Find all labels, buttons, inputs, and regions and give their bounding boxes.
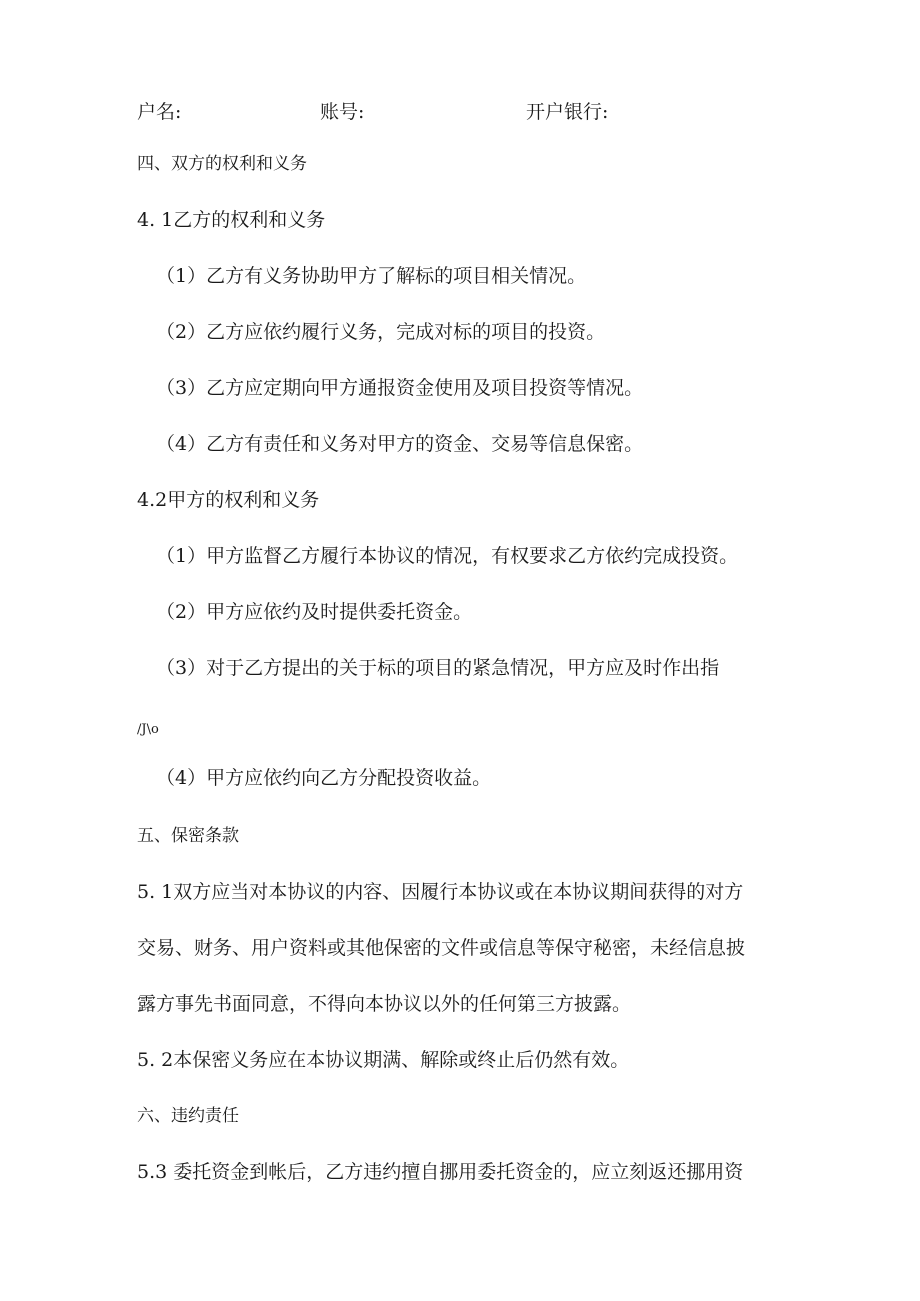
section-5-1-paragraph-line: 交易、财务、用户资料或其他保密的文件或信息等保守秘密，未经信息披 <box>137 937 746 959</box>
section-5-2-paragraph: 5. 2本保密义务应在本协议期满、解除或终止后仍然有效。 <box>137 1049 630 1071</box>
section-4-2-item: （2）甲方应依约及时提供委托资金。 <box>156 601 473 623</box>
section-4-2-heading: 4.2甲方的权利和义务 <box>137 489 320 511</box>
section-4-heading: 四、双方的权利和义务 <box>137 154 307 174</box>
section-5-3-paragraph: 5.3 委托资金到帐后，乙方违约擅自挪用委托资金的，应立刻返还挪用资 <box>137 1161 744 1183</box>
section-5-1-paragraph-line: 露方事先书面同意，不得向本协议以外的任何第三方披露。 <box>137 993 632 1015</box>
section-4-1-heading: 4. 1乙方的权利和义务 <box>137 209 326 231</box>
section-4-2-item: （3）对于乙方提出的关于标的项目的紧急情况，甲方应及时作出指 <box>156 657 720 679</box>
section-4-1-item: （1）乙方有义务协助甲方了解标的项目相关情况。 <box>156 265 587 287</box>
bank-name-label: 开户银行: <box>526 101 609 123</box>
section-4-2-item: （1）甲方监督乙方履行本协议的情况，有权要求乙方依约完成投资。 <box>156 545 739 567</box>
section-4-1-item: （3）乙方应定期向甲方通报资金使用及项目投资等情况。 <box>156 377 644 399</box>
section-4-2-item: （4）甲方应依约向乙方分配投资收益。 <box>156 767 492 789</box>
account-name-label: 户名: <box>137 101 182 123</box>
account-number-label: 账号: <box>320 101 365 123</box>
section-4-1-item: （4）乙方有责任和义务对甲方的资金、交易等信息保密。 <box>156 433 644 455</box>
section-4-2-item-continuation: /J\o <box>137 722 159 737</box>
section-4-1-item: （2）乙方应依约履行义务，完成对标的项目的投资。 <box>156 321 606 343</box>
account-info-row <box>137 100 757 124</box>
section-6-heading: 六、违约责任 <box>137 1106 239 1126</box>
section-5-heading: 五、保密条款 <box>137 826 239 846</box>
section-5-1-paragraph-line: 5. 1双方应当对本协议的内容、因履行本协议或在本协议期间获得的对方 <box>137 881 744 903</box>
